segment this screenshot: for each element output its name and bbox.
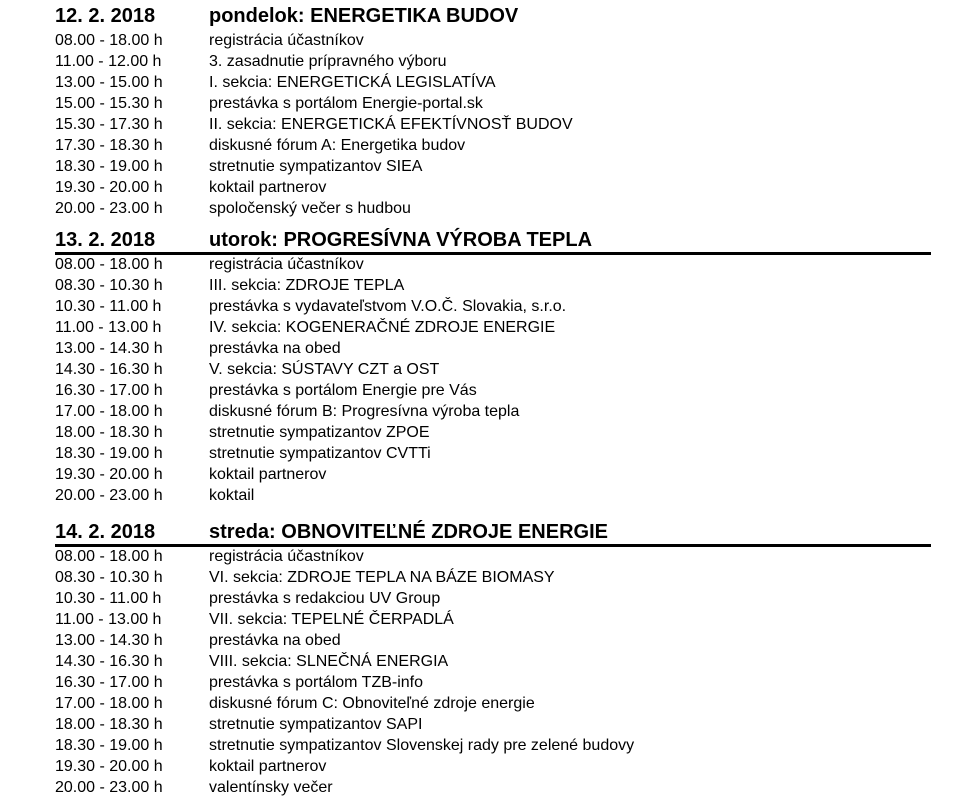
day-title [209,518,608,546]
day-title [209,226,592,254]
row-time: 13.00 - 14.30 h [55,632,163,649]
row-description: prestávka s vydavateľstvom V.O.Č. Slovakia, s.r.o. [209,298,567,315]
schedule-row [0,317,976,338]
row-time: 19.30 - 20.00 h [55,758,163,775]
row-description: stretnutie sympatizantov ZPOE [209,424,430,441]
schedule-row [0,651,976,672]
day-date: 14. 2. 2018 [55,521,156,543]
schedule-row [0,51,976,72]
row-time: 18.30 - 19.00 h [55,445,163,462]
row-time: 17.00 - 18.00 h [55,695,163,712]
schedule-list [0,254,976,506]
schedule-row [0,630,976,651]
row-time: 08.30 - 10.30 h [55,277,163,294]
schedule-row [0,464,976,485]
schedule-row [0,672,976,693]
schedule-row [0,546,976,567]
row-description: stretnutie sympatizantov SAPI [209,716,423,733]
row-description: I. sekcia: ENERGETICKÁ LEGISLATÍVA [209,74,496,91]
row-description: VII. sekcia: TEPELNÉ ČERPADLÁ [209,611,454,628]
day-header [0,518,976,546]
schedule-row [0,93,976,114]
row-description: prestávka s redakciou UV Group [209,590,441,607]
row-description: diskusné fórum C: Obnoviteľné zdroje energie [209,695,535,712]
schedule-row [0,401,976,422]
row-time: 16.30 - 17.00 h [55,382,163,399]
row-description: koktail [209,487,255,504]
row-time: 14.30 - 16.30 h [55,653,163,670]
row-time: 17.00 - 18.00 h [55,403,163,420]
row-time: 20.00 - 23.00 h [55,779,163,796]
schedule-row [0,296,976,317]
row-time: 18.00 - 18.30 h [55,424,163,441]
row-time: 19.30 - 20.00 h [55,466,163,483]
row-description: III. sekcia: ZDROJE TEPLA [209,277,405,294]
row-description: registrácia účastníkov [209,32,364,49]
schedule-row [0,422,976,443]
row-description: registrácia účastníkov [209,256,364,273]
row-time: 08.00 - 18.00 h [55,256,163,273]
day-theme: OBNOVITEĽNÉ ZDROJE ENERGIE [281,521,608,543]
schedule-row [0,735,976,756]
row-description: registrácia účastníkov [209,548,364,565]
schedule-row [0,380,976,401]
schedule-row [0,588,976,609]
schedule-row [0,756,976,777]
row-time: 15.30 - 17.30 h [55,116,163,133]
row-time: 18.00 - 18.30 h [55,716,163,733]
row-time: 08.30 - 10.30 h [55,569,163,586]
row-description: koktail partnerov [209,758,327,775]
row-time: 18.30 - 19.00 h [55,158,163,175]
row-description: IV. sekcia: KOGENERAČNÉ ZDROJE ENERGIE [209,319,556,336]
schedule-list [0,30,976,219]
row-time: 15.00 - 15.30 h [55,95,163,112]
row-description: prestávka s portálom Energie-portal.sk [209,95,483,112]
row-description: koktail partnerov [209,179,327,196]
schedule-row [0,338,976,359]
row-description: V. sekcia: SÚSTAVY CZT a OST [209,361,440,378]
row-time: 20.00 - 23.00 h [55,487,163,504]
schedule-row [0,714,976,735]
row-time: 16.30 - 17.00 h [55,674,163,691]
row-description: stretnutie sympatizantov CVTTi [209,445,431,462]
day-date: 13. 2. 2018 [55,229,156,251]
schedule-list [0,546,976,798]
row-description: VIII. sekcia: SLNEČNÁ ENERGIA [209,653,449,670]
row-time: 08.00 - 18.00 h [55,32,163,49]
day-header [0,2,976,30]
schedule-row [0,156,976,177]
row-description: diskusné fórum B: Progresívna výroba tepla [209,403,520,420]
row-time: 18.30 - 19.00 h [55,737,163,754]
schedule-row [0,254,976,275]
row-description: prestávka s portálom TZB-info [209,674,424,691]
row-description: spoločenský večer s hudbou [209,200,411,217]
day-theme: ENERGETIKA BUDOV [310,5,519,27]
schedule-row [0,177,976,198]
row-time: 10.30 - 11.00 h [55,590,162,607]
row-description: II. sekcia: ENERGETICKÁ EFEKTÍVNOSŤ BUDOV [209,116,573,133]
schedule-row [0,485,976,506]
schedule-row [0,693,976,714]
row-time: 20.00 - 23.00 h [55,200,163,217]
schedule-row [0,777,976,798]
row-description: valentínsky večer [209,779,333,796]
schedule-row [0,114,976,135]
day-weekday: pondelok: [209,5,305,27]
day-weekday: utorok: [209,229,278,251]
schedule-row [0,72,976,93]
row-time: 08.00 - 18.00 h [55,548,163,565]
row-time: 19.30 - 20.00 h [55,179,163,196]
row-description: prestávka na obed [209,340,341,357]
row-description: koktail partnerov [209,466,327,483]
row-description: stretnutie sympatizantov Slovenskej rady pre zelené budovy [209,737,635,754]
schedule-row [0,359,976,380]
schedule-row [0,198,976,219]
schedule-row [0,443,976,464]
day-title [209,2,518,30]
row-time: 14.30 - 16.30 h [55,361,163,378]
day-weekday: streda: [209,521,276,543]
row-time: 17.30 - 18.30 h [55,137,163,154]
row-time: 11.00 - 13.00 h [55,611,162,628]
row-time: 11.00 - 12.00 h [55,53,162,70]
row-time: 13.00 - 15.00 h [55,74,163,91]
row-description: 3. zasadnutie prípravného výboru [209,53,447,70]
day-theme: PROGRESÍVNA VÝROBA TEPLA [283,229,593,251]
schedule-row [0,30,976,51]
row-description: prestávka na obed [209,632,341,649]
row-time: 13.00 - 14.30 h [55,340,163,357]
day-section-3 [0,518,976,798]
schedule-row [0,609,976,630]
row-time: 11.00 - 13.00 h [55,319,162,336]
schedule-row [0,135,976,156]
schedule-row [0,567,976,588]
day-date: 12. 2. 2018 [55,5,156,27]
day-section-1 [0,2,976,219]
row-description: stretnutie sympatizantov SIEA [209,158,423,175]
day-header [0,226,976,254]
day-section-2 [0,226,976,506]
row-description: prestávka s portálom Energie pre Vás [209,382,477,399]
row-description: diskusné fórum A: Energetika budov [209,137,466,154]
row-description: VI. sekcia: ZDROJE TEPLA NA BÁZE BIOMASY [209,569,555,586]
schedule-row [0,275,976,296]
row-time: 10.30 - 11.00 h [55,298,162,315]
